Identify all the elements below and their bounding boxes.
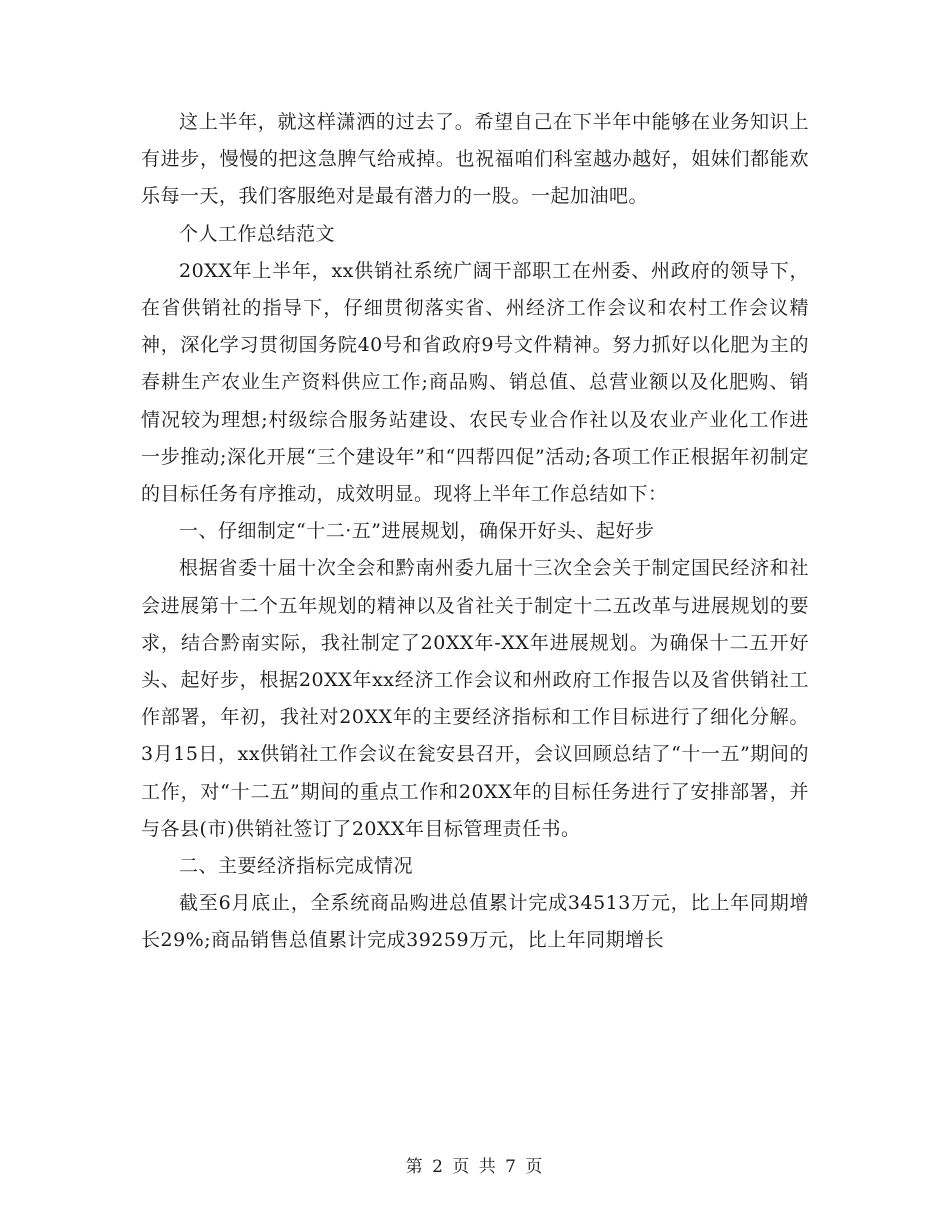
page-footer	[0, 1152, 950, 1177]
section-heading-1: 一、仔细制定“十二·五”进展规划，确保开好头、起好步	[179, 520, 655, 543]
paragraph-section-2: 截至6月底止，全系统商品购进总值累计完成34513万元，比上年同期增长29%;商品销售总值累计完成39259万元，比上年同期增长	[141, 892, 809, 952]
paragraph-section-1: 根据省委十届十次全会和黔南州委九届十三次全会关于制定国民经济和社会进展第十二个五年规划的精神以及省社关于制定十二五改革与进展规划的要求，结合黔南实际，我社制定了20XX年-XX年进展规划。为确保十二五开好头、起好步，根据20XX年xx经济工作会议和州政府工作报告以及省供销社工作部署，年初，我社对20XX年的主要经济指标和工作目标进行了细化分解。3月15日，xx供销社工作会议在瓮安县召开，会议回顾总结了“十一五”期间的工作，对“十二五”期间的重点工作和20XX年的目标任务进行了安排部署，并与各县(市)供销社签订了20XX年目标管理责任书。	[141, 557, 809, 840]
section-heading-2: 二、主要经济指标完成情况	[179, 855, 414, 878]
document-body	[141, 104, 809, 960]
paragraph-title: 个人工作总结范文	[179, 222, 336, 245]
paragraph-intro: 20XX年上半年，xx供销社系统广阔干部职工在州委、州政府的领导下，在省供销社的指导下，仔细贯彻落实省、州经济工作会议和农村工作会议精神，深化学习贯彻国务院40号和省政府9号文件精神。努力抓好以化肥为主的春耕生产农业生产资料供应工作;商品购、销总值、总营业额以及化肥购、销情况较为理想;村级综合服务站建设、农民专业合作社以及农业产业化工作进一步推动;深化开展“三个建设年”和“四帮四促”活动;各项工作正根据年初制定的目标任务有序推动，成效明显。现将上半年工作总结如下：	[141, 259, 809, 506]
page-number-label: 第 2 页 共 7 页	[405, 1157, 545, 1177]
paragraph-closing: 这上半年，就这样潇洒的过去了。希望自己在下半年中能够在业务知识上有进步，慢慢的把这急脾气给戒掉。也祝福咱们科室越办越好，姐妹们都能欢乐每一天，我们客服绝对是最有潜力的一股。一起加油吧。	[141, 111, 809, 208]
